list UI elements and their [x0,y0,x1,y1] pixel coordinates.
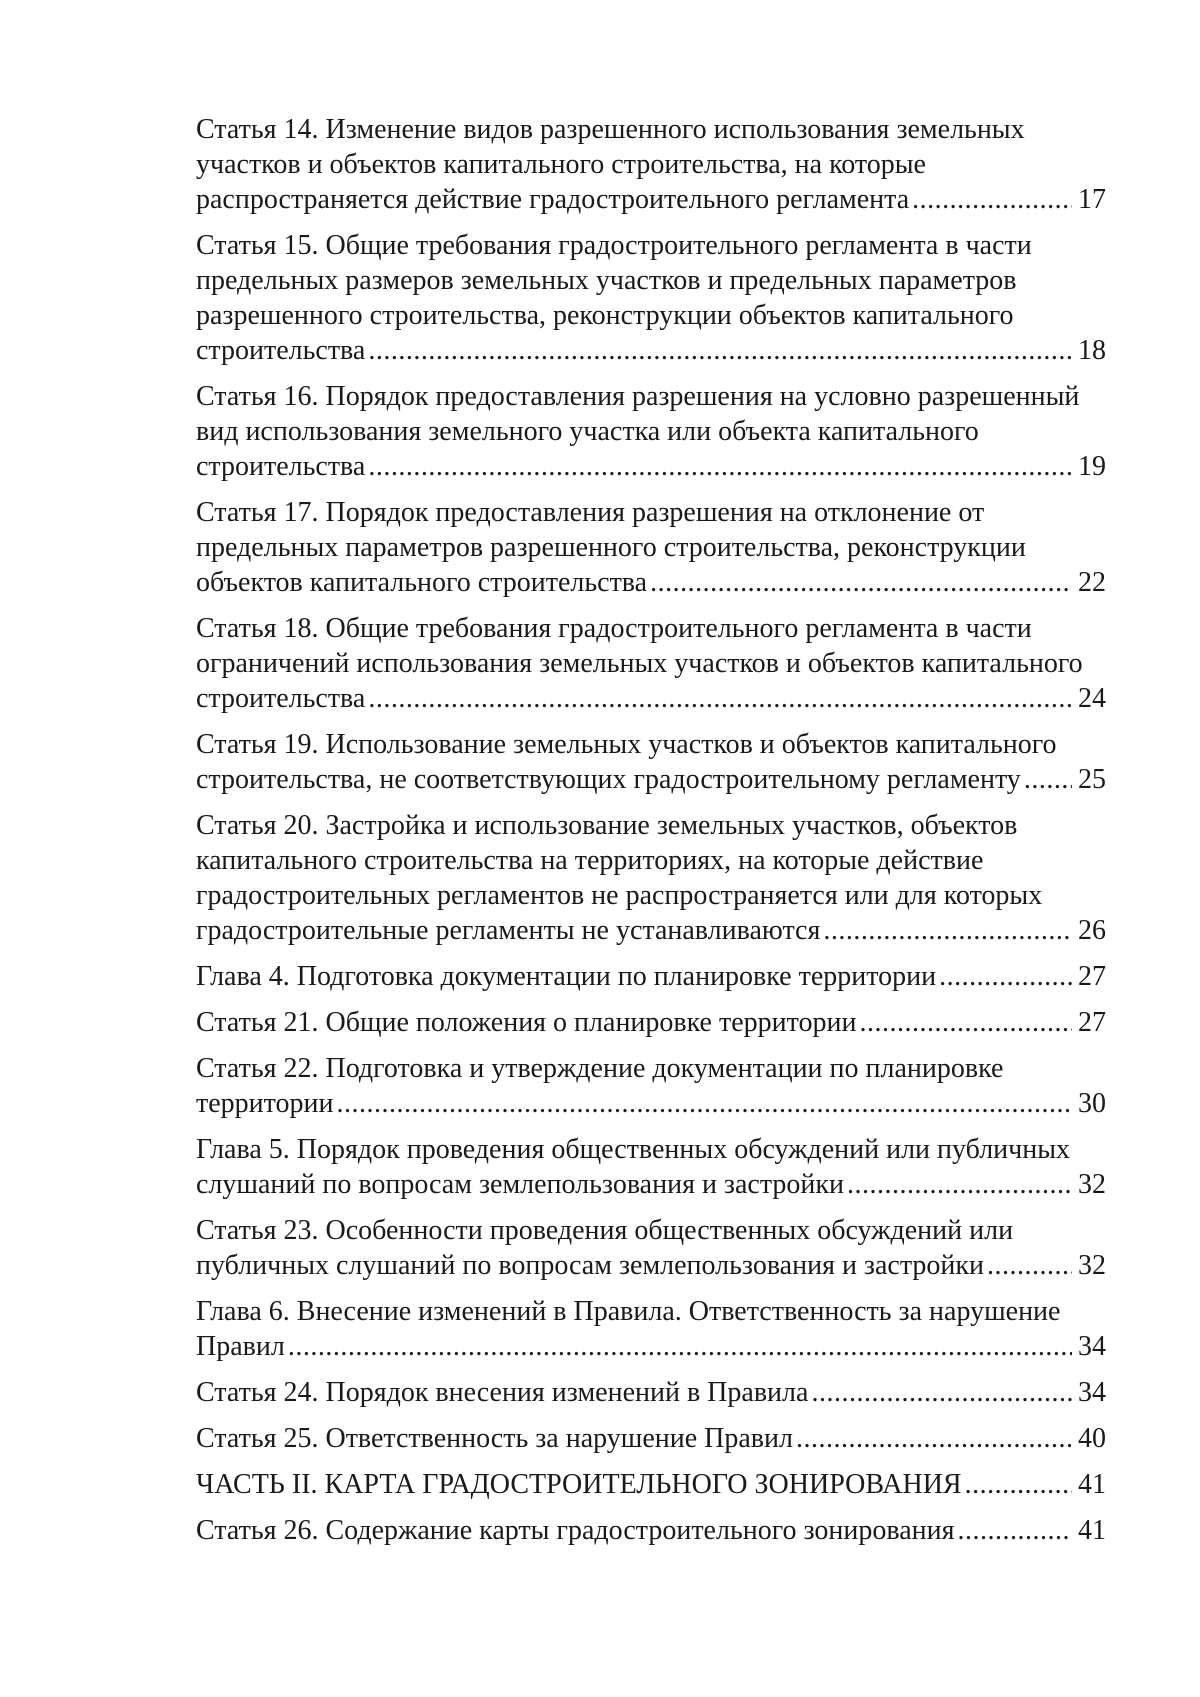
toc-entry-text-line: Правил [196,1331,285,1362]
toc-entry-text-line: ограничений использования земельных участков и объектов капитального [196,648,1083,679]
toc-entry[interactable] [196,228,1106,368]
toc-entry-text-line: Статья 14. Изменение видов разрешенного использования земельных [196,114,1025,145]
toc-page-number: 32 [1078,1169,1106,1200]
dot-leader [958,1513,1073,1548]
toc-page-number: 27 [1078,1007,1106,1038]
toc-entry[interactable] [196,1213,1106,1283]
table-of-contents [196,112,1106,1559]
toc-entry-text-line: Статья 17. Порядок предоставления разрешения на отклонение от [196,497,985,528]
toc-entry-last-line [196,913,1106,948]
dot-leader [939,959,1072,994]
toc-entry[interactable] [196,112,1106,217]
toc-entry-last-line [196,1005,1106,1040]
toc-entry-text-line: Статья 21. Общие положения о планировке территории [196,1007,857,1038]
toc-entry-last-line [196,959,1106,994]
toc-entry[interactable] [196,1421,1106,1456]
toc-entry-last-line [196,1375,1106,1410]
dot-leader [823,913,1072,948]
dot-leader [368,449,1072,484]
toc-entry[interactable] [196,1051,1106,1121]
dot-leader [650,565,1072,600]
toc-entry-text-line: Статья 19. Использование земельных участков и объектов капитального [196,729,1057,760]
toc-entry[interactable] [196,611,1106,716]
toc-entry-text-line: Статья 23. Особенности проведения общественных обсуждений или [196,1215,1014,1246]
toc-entry-text-line: участков и объектов капитального строительства, на которые [196,149,926,180]
toc-entry-text-line: Статья 24. Порядок внесения изменений в Правила [196,1377,809,1408]
toc-entry-text-line: предельных размеров земельных участков и предельных параметров [196,265,1017,296]
toc-entry[interactable] [196,1005,1106,1040]
toc-entry-text-line: распространяется действие градостроительного регламента [196,184,910,215]
toc-entry-last-line [196,762,1106,797]
toc-entry-text-line: капитального строительства на территориях, на которые действие [196,845,984,876]
dot-leader [811,1375,1072,1410]
dot-leader [368,681,1072,716]
dot-leader [847,1167,1072,1202]
toc-page-number: 32 [1078,1250,1106,1281]
toc-entry-text-line: Статья 20. Застройка и использование земельных участков, объектов [196,810,1018,841]
toc-page-number: 24 [1078,683,1106,714]
toc-entry-text-line: строительства [196,683,366,714]
toc-entry[interactable] [196,379,1106,484]
toc-page-number: 41 [1078,1469,1106,1500]
toc-entry[interactable] [196,495,1106,600]
toc-entry[interactable] [196,808,1106,948]
dot-leader [912,182,1072,217]
toc-entry-last-line [196,449,1106,484]
toc-entry[interactable] [196,1294,1106,1364]
dot-leader [1024,762,1072,797]
toc-page-number: 41 [1078,1515,1106,1546]
toc-entry-last-line [196,565,1106,600]
toc-entry-text-line: Глава 5. Порядок проведения общественных обсуждений или публичных [196,1134,1071,1165]
dot-leader [796,1421,1072,1456]
toc-page-number: 25 [1078,764,1106,795]
toc-entry-text-line: градостроительные регламенты не устанавливаются [196,915,821,946]
dot-leader [859,1005,1072,1040]
toc-entry-last-line [196,1513,1106,1548]
toc-entry-text-line: Статья 15. Общие требования градостроительного регламента в части [196,230,1032,261]
toc-page-number: 40 [1078,1423,1106,1454]
toc-entry-text-line: слушаний по вопросам землепользования и застройки [196,1169,844,1200]
toc-entry[interactable] [196,727,1106,797]
toc-entry[interactable] [196,959,1106,994]
dot-leader [288,1329,1072,1364]
toc-entry-last-line [196,1167,1106,1202]
toc-entry-text-line: Статья 22. Подготовка и утверждение документации по планировке [196,1053,1004,1084]
toc-entry-text-line: строительства [196,451,366,482]
toc-entry-last-line [196,1329,1106,1364]
toc-entry-text-line: градостроительных регламентов не распространяется или для которых [196,880,1043,911]
toc-entry[interactable] [196,1375,1106,1410]
dot-leader [987,1248,1072,1283]
toc-entry-text-line: Глава 4. Подготовка документации по планировке территории [196,961,937,992]
toc-page-number: 30 [1078,1088,1106,1119]
dot-leader [368,333,1072,368]
toc-page-number: 34 [1078,1377,1106,1408]
toc-entry-last-line [196,333,1106,368]
toc-entry-text-line: Статья 26. Содержание карты градостроительного зонирования [196,1515,955,1546]
toc-page-number: 34 [1078,1331,1106,1362]
dot-leader [336,1086,1072,1121]
toc-entry-last-line [196,182,1106,217]
toc-entry[interactable] [196,1513,1106,1548]
toc-entry-text-line: публичных слушаний по вопросам землепользования и застройки [196,1250,984,1281]
toc-page-number: 26 [1078,915,1106,946]
toc-entry-text-line: территории [196,1088,334,1119]
toc-entry-last-line [196,1467,1106,1502]
toc-entry-text-line: объектов капитального строительства [196,567,648,598]
toc-entry-last-line [196,1248,1106,1283]
dot-leader [965,1467,1072,1502]
toc-entry-text-line: Статья 25. Ответственность за нарушение Правил [196,1423,793,1454]
toc-entry-text-line: предельных параметров разрешенного строительства, реконструкции [196,532,1026,563]
toc-entry-text-line: строительства [196,335,366,366]
toc-page-number: 17 [1078,184,1106,215]
toc-page-number: 22 [1078,567,1106,598]
toc-entry-last-line [196,1421,1106,1456]
toc-page-number: 19 [1078,451,1106,482]
toc-entry-last-line [196,1086,1106,1121]
toc-page-number: 27 [1078,961,1106,992]
toc-entry[interactable] [196,1467,1106,1502]
toc-entry-text-line: строительства, не соответствующих градостроительному регламенту [196,764,1021,795]
toc-entry-text-line: ЧАСТЬ II. КАРТА ГРАДОСТРОИТЕЛЬНОГО ЗОНИРОВАНИЯ [196,1469,962,1500]
toc-entry-last-line [196,681,1106,716]
toc-entry-text-line: разрешенного строительства, реконструкции объектов капитального [196,300,1014,331]
toc-entry-text-line: вид использования земельного участка или объекта капитального [196,416,979,447]
toc-entry[interactable] [196,1132,1106,1202]
toc-entry-text-line: Глава 6. Внесение изменений в Правила. Ответственность за нарушение [196,1296,1061,1327]
toc-entry-text-line: Статья 16. Порядок предоставления разрешения на условно разрешенный [196,381,1080,412]
toc-page-number: 18 [1078,335,1106,366]
toc-entry-text-line: Статья 18. Общие требования градостроительного регламента в части [196,613,1032,644]
